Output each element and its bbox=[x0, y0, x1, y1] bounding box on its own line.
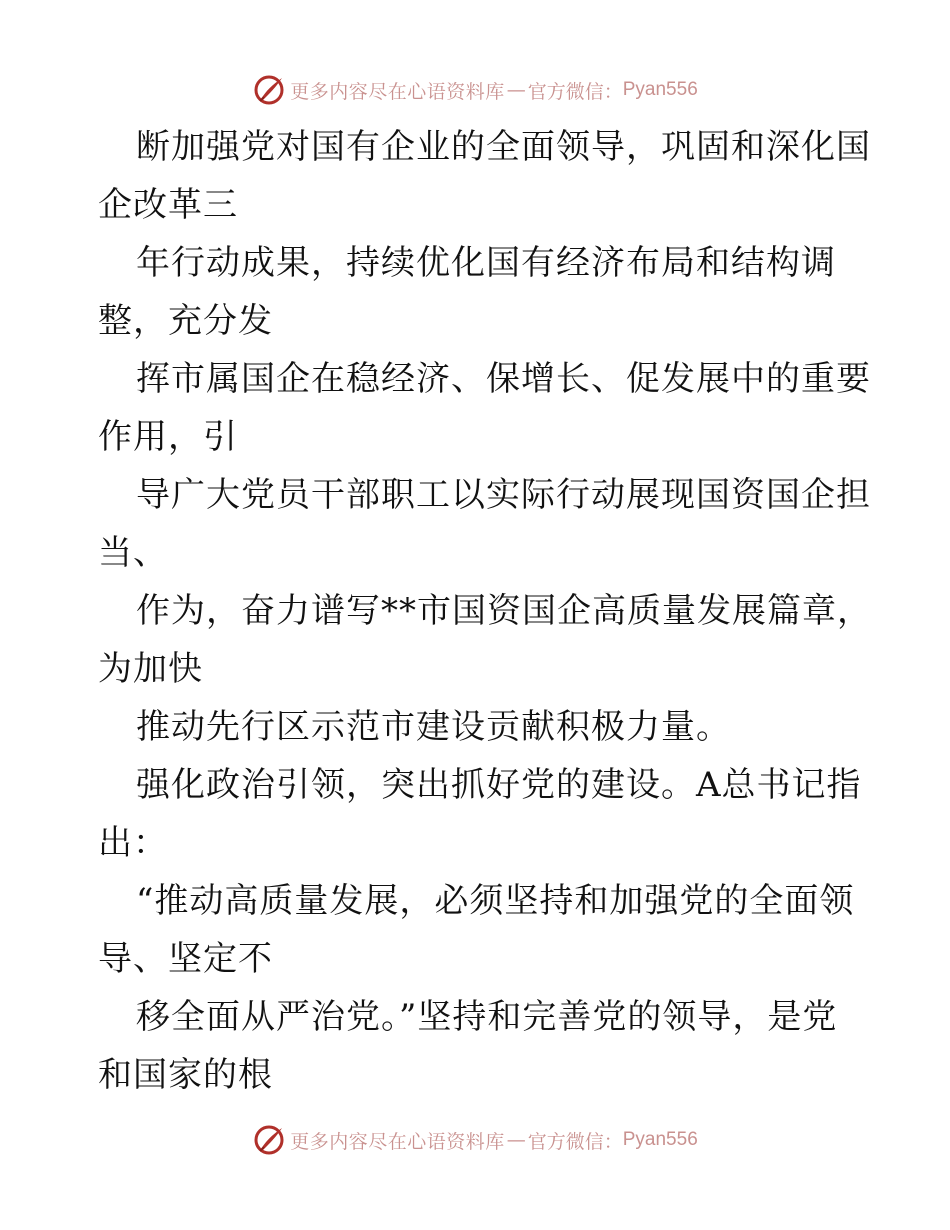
text-line: 作为，奋力谱写**市国资国企高质量发展篇章， bbox=[136, 591, 872, 631]
banner-separator: — bbox=[506, 79, 526, 101]
banner-main-text: 更多内容尽在心语资料库 bbox=[290, 80, 505, 103]
banner-wechat-id: Pyan556 bbox=[622, 1129, 698, 1150]
text-line: 导广大党员干部职工以实际行动展现国资国企担 bbox=[136, 475, 871, 515]
text-line: 强化政治引领，突出抓好党的建设。A总书记指 bbox=[136, 765, 862, 805]
text-line: “推动高质量发展，必须坚持和加强党的全面领 bbox=[136, 881, 855, 921]
banner-main-text: 更多内容尽在心语资料库 bbox=[290, 1130, 505, 1153]
text-line: 断加强党对国有企业的全面领导，巩固和深化国 bbox=[136, 127, 871, 167]
text-line: 整，充分发 bbox=[98, 301, 273, 341]
text-line: 当、 bbox=[98, 533, 168, 573]
text-line: 推动先行区示范市建设贡献积极力量。 bbox=[136, 707, 731, 747]
text-line: 导、坚定不 bbox=[98, 939, 273, 979]
banner-separator: — bbox=[506, 1129, 526, 1151]
banner-wechat-label: 官方微信： bbox=[527, 1130, 623, 1153]
header-banner bbox=[0, 70, 950, 110]
banner-wechat-label: 官方微信： bbox=[527, 80, 623, 103]
text-line: 企改革三 bbox=[98, 185, 238, 225]
text-line: 和国家的根 bbox=[98, 1055, 273, 1095]
banner-wechat-id: Pyan556 bbox=[622, 79, 698, 100]
text-line: 年行动成果，持续优化国有经济布局和结构调 bbox=[136, 243, 836, 283]
quill-logo-icon bbox=[252, 73, 286, 107]
document-body bbox=[98, 118, 872, 1104]
text-line: 为加快 bbox=[98, 649, 203, 689]
quill-logo-icon bbox=[252, 1123, 286, 1157]
footer-banner bbox=[0, 1120, 950, 1160]
text-line: 移全面从严治党。”坚持和完善党的领导，是党 bbox=[136, 997, 838, 1037]
text-line: 挥市属国企在稳经济、保增长、促发展中的重要 bbox=[136, 359, 871, 399]
text-line: 出： bbox=[98, 823, 168, 863]
text-line: 作用，引 bbox=[98, 417, 238, 457]
